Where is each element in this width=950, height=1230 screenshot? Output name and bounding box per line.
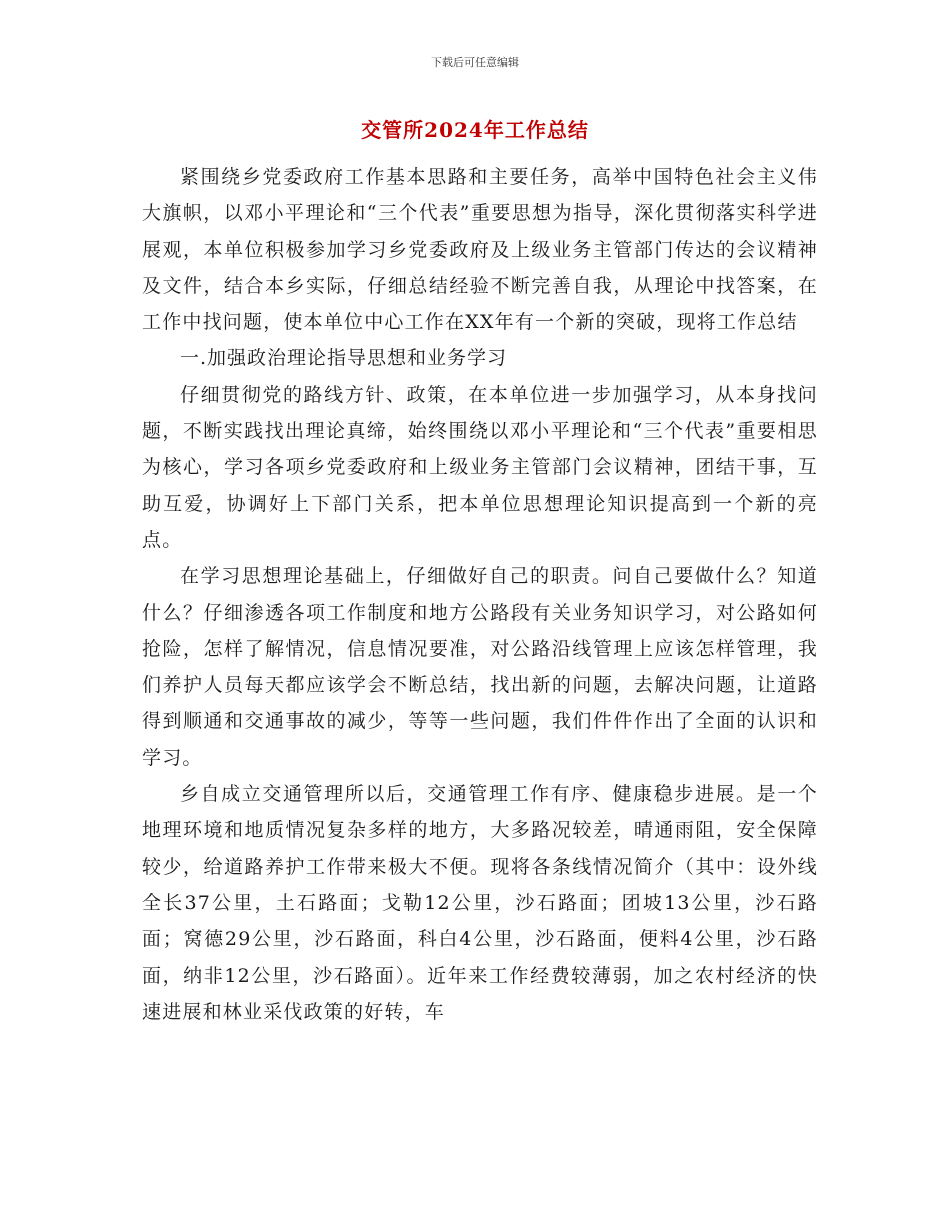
section-heading: 一.加强政治理论指导思想和业务学习: [180, 347, 508, 370]
paragraph-roads: 乡自成立交通管理所以后，交通管理工作有序、健康稳步进展。是一个地理环境和地质情况复杂多样的地方，大多路况较差，晴通雨阻，安全保障较少，给道路养护工作带来极大不便。现将各条线情况简介（其中：设外线全长37公里，土石路面；戈勒12公里，沙石路面；团坡13公里，沙石路面；窝德29公里，沙石路面，科白4公里，沙石路面，便料4公里，沙石路面，纳非12公里，沙石路面）。近年来工作经费较薄弱，加之农村经济的快速进展和林业采伐政策的好转，车: [142, 783, 818, 1023]
paragraph-study: 仔细贯彻党的路线方针、政策，在本单位进一步加强学习，从本身找问题，不断实践找出理论真缔，始终围绕以邓小平理论和“三个代表”重要相思为核心，学习各项乡党委政府和上级业务主管部门会议精神，团结干事，互助互爱，协调好上下部门关系，把本单位思想理论知识提高到一个新的亮点。: [142, 383, 818, 551]
header-note: 下载后可任意编辑: [431, 56, 519, 69]
paragraph-intro: 紧围绕乡党委政府工作基本思路和主要任务，高举中国特色社会主义伟大旗帜，以邓小平理论和“三个代表”重要思想为指导，深化贯彻落实科学进展观，本单位积极参加学习乡党委政府及上级业务主管部门传达的会议精神及文件，结合本乡实际，仔细总结经验不断完善自我，从理论中找答案，在工作中找问题，使本单位中心工作在XX年有一个新的突破，现将工作总结: [142, 166, 818, 334]
document-title: 交管所2024年工作总结: [361, 118, 589, 142]
document-body: [142, 159, 818, 1030]
paragraph-duties: 在学习思想理论基础上，仔细做好自己的职责。问自己要做什么？知道什么？仔细渗透各项工作制度和地方公路段有关业务知识学习，对公路如何抢险，怎样了解情况，信息情况要准，对公路沿线管理上应该怎样管理，我们养护人员每天都应该学会不断总结，找出新的问题，去解决问题，让道路得到顺通和交通事故的减少，等等一些问题，我们件件作出了全面的认识和学习。: [142, 565, 818, 769]
